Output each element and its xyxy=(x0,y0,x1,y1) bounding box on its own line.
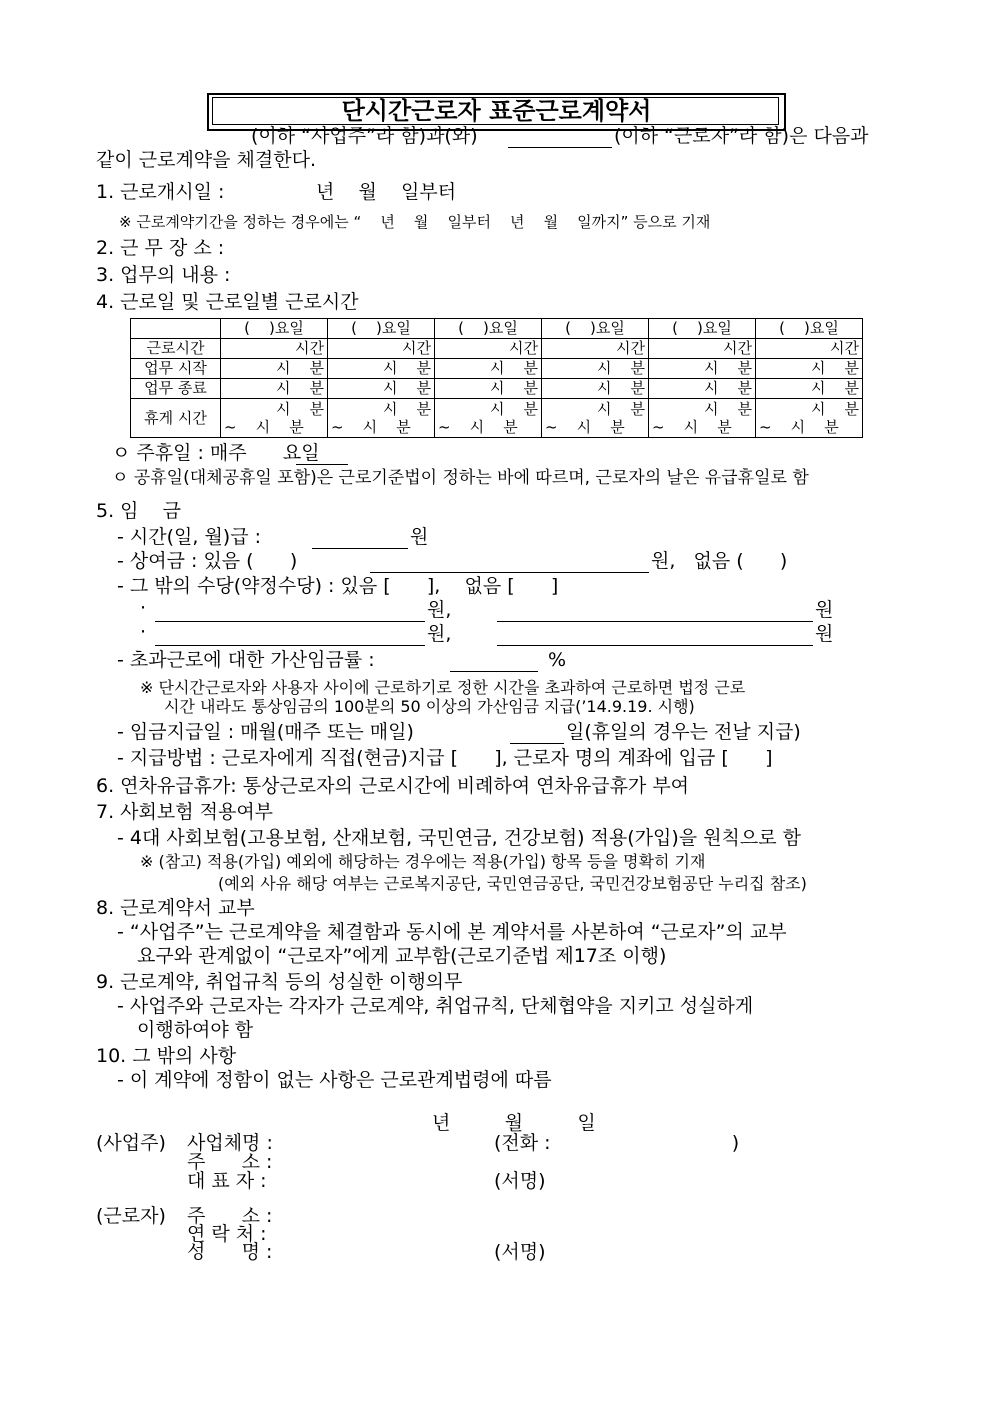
break-time-cell[interactable] xyxy=(221,399,328,438)
break-time-cell[interactable] xyxy=(435,399,542,438)
social-insurance-note-2: (예외 사유 해당 여부는 근로복지공단, 국민연금공단, 국민건강보험공단 누리집 참조) xyxy=(218,874,807,893)
payment-method-line: - 지급방법 : 근로자에게 직접(현금)지급 [ ], 근로자 명의 계좌에 입금 [ ] xyxy=(117,747,773,769)
public-holiday-line: ㅇ 공휴일(대체공휴일 포함)은 근로기준법이 정하는 바에 따르며, 근로자의 날은 유급휴일로 함 xyxy=(112,468,809,488)
overtime-percent: % xyxy=(548,649,567,671)
bonus-label: - 상여금 : 있음 ( ) xyxy=(117,550,298,572)
end-time-cell[interactable]: 시 분 xyxy=(542,379,649,399)
intro-worker-text: (이하 “근로자”라 함)은 다음과 xyxy=(614,125,869,147)
wage-label: - 시간(일, 월)급 : xyxy=(117,526,262,548)
section-3-label: 3. 업무의 내용 : xyxy=(96,264,231,286)
worker-label: (근로자) xyxy=(96,1205,166,1227)
overtime-label: - 초과근로에 대한 가산임금률 : xyxy=(117,649,375,671)
worker-signature-field[interactable]: (서명) xyxy=(494,1241,546,1263)
section-7-label: 7. 사회보험 적용여부 xyxy=(96,801,274,823)
break-time-cell[interactable] xyxy=(542,399,649,438)
section-4-label: 4. 근로일 및 근로일별 근로시간 xyxy=(96,291,359,313)
end-time-cell[interactable]: 시 분 xyxy=(756,379,863,399)
break-start: 시 분 xyxy=(810,400,859,418)
break-time-cell[interactable] xyxy=(328,399,435,438)
allowance-bullet: · xyxy=(140,621,147,643)
end-time-cell[interactable]: 시 분 xyxy=(328,379,435,399)
allowance-3-unit: 원, xyxy=(427,623,452,645)
hours-cell[interactable]: 시간 xyxy=(542,339,649,359)
employer-address-label: 주 소 : xyxy=(187,1151,273,1173)
section-10-label: 10. 그 밖의 사항 xyxy=(96,1045,237,1067)
section-9-line-1: - 사업주와 근로자는 각자가 근로계약, 취업규칙, 단체협약을 지키고 성실하게 xyxy=(117,995,754,1017)
end-time-cell[interactable]: 시 분 xyxy=(435,379,542,399)
section-10-line: - 이 계약에 정함이 없는 사항은 근로관계법령에 따름 xyxy=(117,1069,552,1091)
section-9-line-2: 이행하여야 함 xyxy=(137,1019,254,1041)
worker-contact-label: 연 락 처 : xyxy=(187,1223,267,1245)
worker-address-label: 주 소 : xyxy=(187,1205,273,1227)
allowance-2-unit: 원 xyxy=(815,599,834,621)
row-label-start: 업무 시작 xyxy=(131,359,221,379)
intro-employer-text: (이하 “사업주”라 함)과(와) xyxy=(251,125,478,147)
section-1-note: ※ 근로계약기간을 정하는 경우에는 “ 년 월 일부터 년 월 일까지” 등으로 기재 xyxy=(119,213,711,231)
break-end: ~ 시 분 xyxy=(759,418,839,436)
section-1-label: 1. 근로개시일 : xyxy=(96,181,225,203)
allowance-bullet: · xyxy=(140,597,147,619)
section-8-line-2: 요구와 관계없이 “근로자”에게 교부함(근로기준법 제17조 이행) xyxy=(137,945,667,967)
business-name-label: 사업체명 : xyxy=(187,1132,273,1154)
employer-label: (사업주) xyxy=(96,1132,166,1154)
hours-cell[interactable]: 시간 xyxy=(756,339,863,359)
employer-phone-field[interactable]: (전화 : ) xyxy=(494,1132,740,1154)
wage-unit: 원 xyxy=(410,526,429,548)
break-start: 시 분 xyxy=(596,400,645,418)
start-time-cell[interactable]: 시 분 xyxy=(756,359,863,379)
representative-label: 대 표 자 : xyxy=(187,1170,267,1192)
hours-cell[interactable]: 시간 xyxy=(328,339,435,359)
break-end: ~ 시 분 xyxy=(331,418,411,436)
section-9-label: 9. 근로계약, 취업규칙 등의 성실한 이행의무 xyxy=(96,971,463,993)
table-row xyxy=(131,319,863,339)
row-label-break: 휴게 시간 xyxy=(131,399,221,438)
table-row xyxy=(131,359,863,379)
start-date-field[interactable]: 년 월 일부터 xyxy=(316,181,457,203)
page-title: 단시간근로자 표준근로계약서 xyxy=(341,97,652,125)
day-header-cell[interactable]: ( )요일 xyxy=(649,319,756,339)
wage-amount-blank[interactable] xyxy=(312,548,408,549)
allowance-2-blank[interactable] xyxy=(497,621,813,622)
payday-blank[interactable] xyxy=(510,743,564,744)
section-2-label: 2. 근 무 장 소 : xyxy=(96,237,225,259)
table-corner-cell xyxy=(131,319,221,339)
day-header-cell[interactable]: ( )요일 xyxy=(435,319,542,339)
day-header-cell[interactable]: ( )요일 xyxy=(328,319,435,339)
break-start: 시 분 xyxy=(275,400,324,418)
bonus-tail: 원, 없음 ( ) xyxy=(651,550,788,572)
break-end: ~ 시 분 xyxy=(545,418,625,436)
hours-cell[interactable]: 시간 xyxy=(649,339,756,359)
work-hours-table xyxy=(130,318,863,438)
break-start: 시 분 xyxy=(703,400,752,418)
break-end: ~ 시 분 xyxy=(224,418,304,436)
break-time-cell[interactable] xyxy=(649,399,756,438)
bonus-amount-blank[interactable] xyxy=(370,572,649,573)
start-time-cell[interactable]: 시 분 xyxy=(542,359,649,379)
weekly-holiday-blank[interactable] xyxy=(296,464,348,465)
overtime-note-2: 시간 내라도 통상임금의 100분의 50 이상의 가산임금 지급(’14.9.19. 시행) xyxy=(164,697,695,716)
day-header-cell[interactable]: ( )요일 xyxy=(542,319,649,339)
allowance-label: - 그 밖의 수당(약정수당) : 있음 [ ], 없음 [ ] xyxy=(117,575,559,597)
day-header-cell[interactable]: ( )요일 xyxy=(221,319,328,339)
start-time-cell[interactable]: 시 분 xyxy=(221,359,328,379)
table-row xyxy=(131,379,863,399)
contract-date-field[interactable]: 년 월 일 xyxy=(432,1112,596,1134)
row-label-end: 업무 종료 xyxy=(131,379,221,399)
break-start: 시 분 xyxy=(489,400,538,418)
day-header-cell[interactable]: ( )요일 xyxy=(756,319,863,339)
hours-cell[interactable]: 시간 xyxy=(221,339,328,359)
section-6-label: 6. 연차유급휴가: 통상근로자의 근로시간에 비례하여 연차유급휴가 부여 xyxy=(96,775,690,797)
start-time-cell[interactable]: 시 분 xyxy=(328,359,435,379)
hours-cell[interactable]: 시간 xyxy=(435,339,542,359)
section-8-label: 8. 근로계약서 교부 xyxy=(96,897,255,919)
social-insurance-line: - 4대 사회보험(고용보험, 산재보험, 국민연금, 건강보험) 적용(가입)을 원칙으로 함 xyxy=(117,827,802,849)
table-row xyxy=(131,399,863,438)
start-time-cell[interactable]: 시 분 xyxy=(649,359,756,379)
table-row xyxy=(131,339,863,359)
overtime-rate-blank[interactable] xyxy=(450,671,538,672)
break-start: 시 분 xyxy=(382,400,431,418)
section-8-line-1: - “사업주”는 근로계약을 체결함과 동시에 본 계약서를 사본하여 “근로자”의 교부 xyxy=(117,921,787,943)
break-end: ~ 시 분 xyxy=(438,418,518,436)
section-5-label: 5. 임 금 xyxy=(96,500,182,522)
break-time-cell[interactable] xyxy=(756,399,863,438)
payday-tail: 일(휴일의 경우는 전날 지급) xyxy=(566,721,801,743)
worker-name-label: 성 명 : xyxy=(187,1241,273,1263)
weekly-holiday-line: ㅇ 주휴일 : 매주 요일 xyxy=(112,442,320,464)
allowance-4-unit: 원 xyxy=(815,623,834,645)
overtime-note-1: ※ 단시간근로자와 사용자 사이에 근로하기로 정한 시간을 초과하여 근로하면 법정 근로 xyxy=(140,678,746,697)
intro-line-2: 같이 근로계약을 체결한다. xyxy=(96,149,317,171)
employer-signature-field[interactable]: (서명) xyxy=(494,1170,546,1192)
allowance-1-blank[interactable] xyxy=(155,621,425,622)
allowance-3-blank[interactable] xyxy=(155,645,425,646)
allowance-1-unit: 원, xyxy=(427,599,452,621)
social-insurance-note-1: ※ (참고) 적용(가입) 예외에 해당하는 경우에는 적용(가입) 항목 등을 명확히 기재 xyxy=(140,852,706,871)
start-time-cell[interactable]: 시 분 xyxy=(435,359,542,379)
end-time-cell[interactable]: 시 분 xyxy=(221,379,328,399)
end-time-cell[interactable]: 시 분 xyxy=(649,379,756,399)
allowance-4-blank[interactable] xyxy=(497,645,813,646)
worker-name-blank[interactable] xyxy=(508,147,612,148)
row-label-work-hours: 근로시간 xyxy=(131,339,221,359)
break-end: ~ 시 분 xyxy=(652,418,732,436)
payday-label: - 임금지급일 : 매월(매주 또는 매일) xyxy=(117,721,414,743)
